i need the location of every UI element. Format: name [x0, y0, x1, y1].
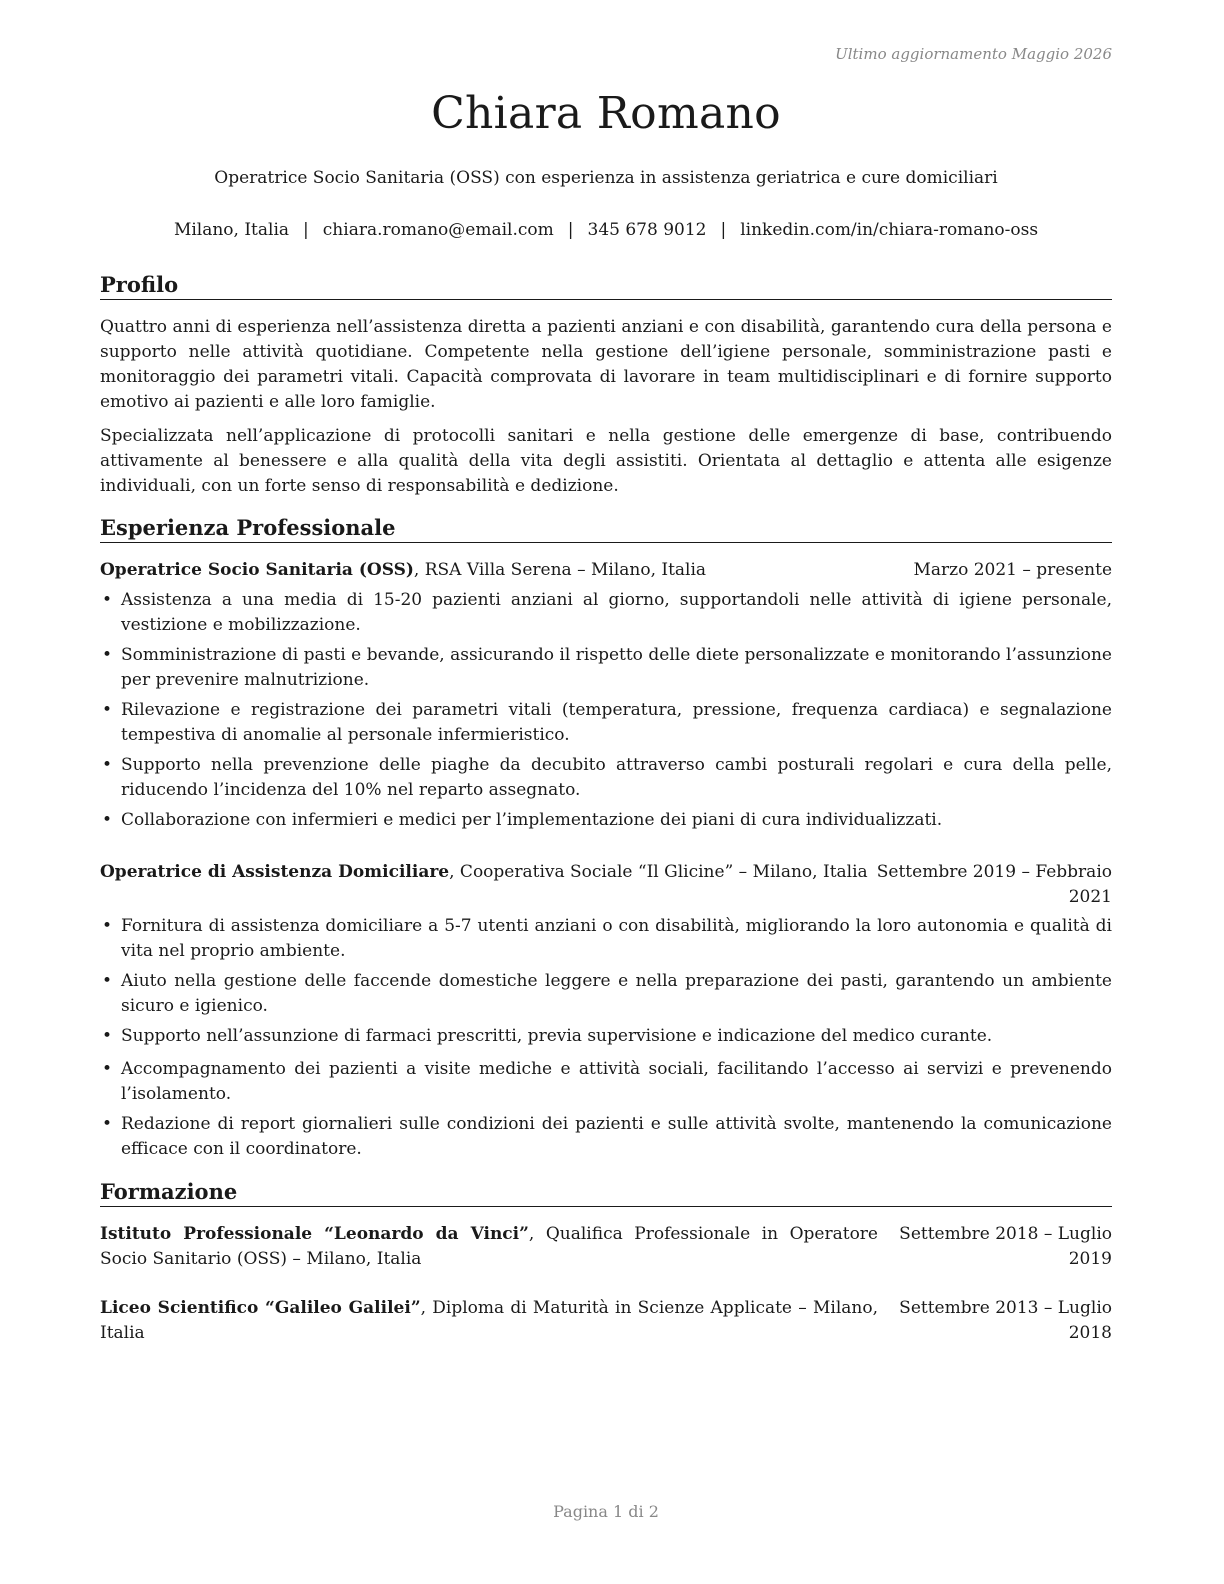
job-bullet: • Somministrazione di pasti e bevande, assicurando il rispetto delle diete personalizzate e monitorando l’assunzione per prevenire malnutrizione. [100, 643, 1112, 693]
profile-paragraph: Specializzata nell’applicazione di protocolli sanitari e nella gestione delle emergenze di base, contribuendo attivamente al benessere e alla qualità della vita degli assistiti. Orientata al dettaglio e attenta alle esigenze individuali, con un forte senso di responsabilità e dedizione. [100, 426, 1112, 496]
job-header [100, 558, 1112, 583]
candidate-tagline: Operatrice Socio Sanitaria (OSS) con esperienza in assistenza geriatrica e cure domiciliari [214, 168, 998, 188]
education-dates [878, 1296, 1112, 1346]
job-bullet: • Redazione di report giornalieri sulle condizioni dei pazienti e sulle attività svolte, mantenendo la comunicazione efficace con il coordinatore. [100, 1112, 1112, 1162]
job-bullet-list [100, 914, 1112, 1162]
job-bullet: • Supporto nella prevenzione delle piaghe da decubito attraverso cambi posturali regolari e cura della pelle, riducendo l’incidenza del 10% nel reparto assegnato. [100, 753, 1112, 803]
contact-linkedin[interactable]: linkedin.com/in/chiara-romano-oss [740, 220, 1039, 240]
education-school: Liceo Scientifico “Galileo Galilei” [100, 1298, 421, 1318]
job-header [100, 860, 1112, 910]
contact-phone: 345 678 9012 [587, 220, 707, 240]
education-dates-line: 2018 [1068, 1323, 1112, 1343]
job-bullet: • Supporto nell’assunzione di farmaci prescritti, previa supervisione e indicazione del medico curante. [100, 1024, 1112, 1049]
education-dates [878, 1222, 1112, 1272]
education-dates-line: Settembre 2013 – Luglio [899, 1298, 1112, 1318]
section-title-profile: Profilo [100, 272, 1112, 300]
job-dates-line: 2021 [1068, 887, 1112, 907]
education-item [100, 1296, 1112, 1346]
job-bullet: • Fornitura di assistenza domiciliare a 5-7 utenti anziani o con disabilità, migliorando la loro autonomia e qualità di vita nel proprio ambiente. [100, 914, 1112, 964]
job-organization: , Cooperativa Sociale “Il Glicine” – Milano, Italia [449, 862, 868, 882]
education-detail: , Qualifica Professionale in Operatore Socio Sanitario (OSS) – Milano, Italia [100, 1224, 878, 1269]
job-bullet: • Rilevazione e registrazione dei parametri vitali (temperatura, pressione, frequenza cardiaca) e segnalazione tempestiva di anomalie al personale infermieristico. [100, 698, 1112, 748]
job-dates: Marzo 2021 – presente [913, 560, 1112, 580]
contact-email[interactable]: chiara.romano@email.com [322, 220, 554, 240]
section-title-education: Formazione [100, 1179, 1112, 1207]
contact-location: Milano, Italia [173, 220, 290, 240]
job-bullet: • Accompagnamento dei pazienti a visite mediche e attività sociali, facilitando l’accesso ai servizi e prevenendo l’isolamento. [100, 1057, 1112, 1107]
education-dates-line: 2019 [1068, 1249, 1112, 1269]
last-updated-note: Ultimo aggiornamento Maggio 2026 [835, 45, 1112, 63]
job-organization: , RSA Villa Serena – Milano, Italia [413, 560, 707, 580]
contact-line [100, 220, 1112, 240]
contact-separator: | [567, 220, 574, 240]
candidate-name: Chiara Romano [431, 88, 781, 139]
job-bullet: • Assistenza a una media di 15-20 pazienti anziani al giorno, supportandoli nelle attività di igiene personale, vestizione e mobilizzazione. [100, 588, 1112, 638]
contact-separator: | [720, 220, 727, 240]
job-title-line [100, 558, 706, 583]
education-description [100, 1296, 878, 1346]
job-dates [877, 860, 1112, 910]
education-detail: , Diploma di Maturità in Scienze Applicate – Milano, Italia [100, 1298, 878, 1343]
job-role: Operatrice di Assistenza Domiciliare [100, 862, 450, 882]
job-title-line [100, 860, 868, 885]
profile-paragraph: Quattro anni di esperienza nell’assistenza diretta a pazienti anziani e con disabilità, garantendo cura della persona e supporto nelle attività quotidiane. Competente nella gestione dell’igiene personale, somministrazione pasti e monitoraggio dei parametri vitali. Capacità comprovata di lavorare in team multidisciplinari e di fornire supporto emotivo ai pazienti e alle loro famiglie. [100, 317, 1112, 412]
contact-separator: | [303, 220, 309, 240]
education-description [100, 1222, 878, 1272]
page-number: Pagina 1 di 2 [553, 1502, 659, 1521]
education-item [100, 1222, 1112, 1272]
job-bullet: • Aiuto nella gestione delle faccende domestiche leggere e nella preparazione dei pasti, garantendo un ambiente sicuro e igienico. [100, 969, 1112, 1019]
job-bullet: • Collaborazione con infermieri e medici per l’implementazione dei piani di cura individualizzati. [100, 808, 1112, 833]
job-dates-line: Settembre 2019 – Febbraio [876, 862, 1112, 882]
education-dates-line: Settembre 2018 – Luglio [899, 1224, 1112, 1244]
job-role: Operatrice Socio Sanitaria (OSS) [100, 560, 414, 580]
education-school: Istituto Professionale “Leonardo da Vinci” [100, 1224, 529, 1244]
section-title-experience: Esperienza Professionale [100, 515, 1112, 543]
job-bullet-list [100, 588, 1112, 833]
resume-page [100, 0, 1112, 1584]
